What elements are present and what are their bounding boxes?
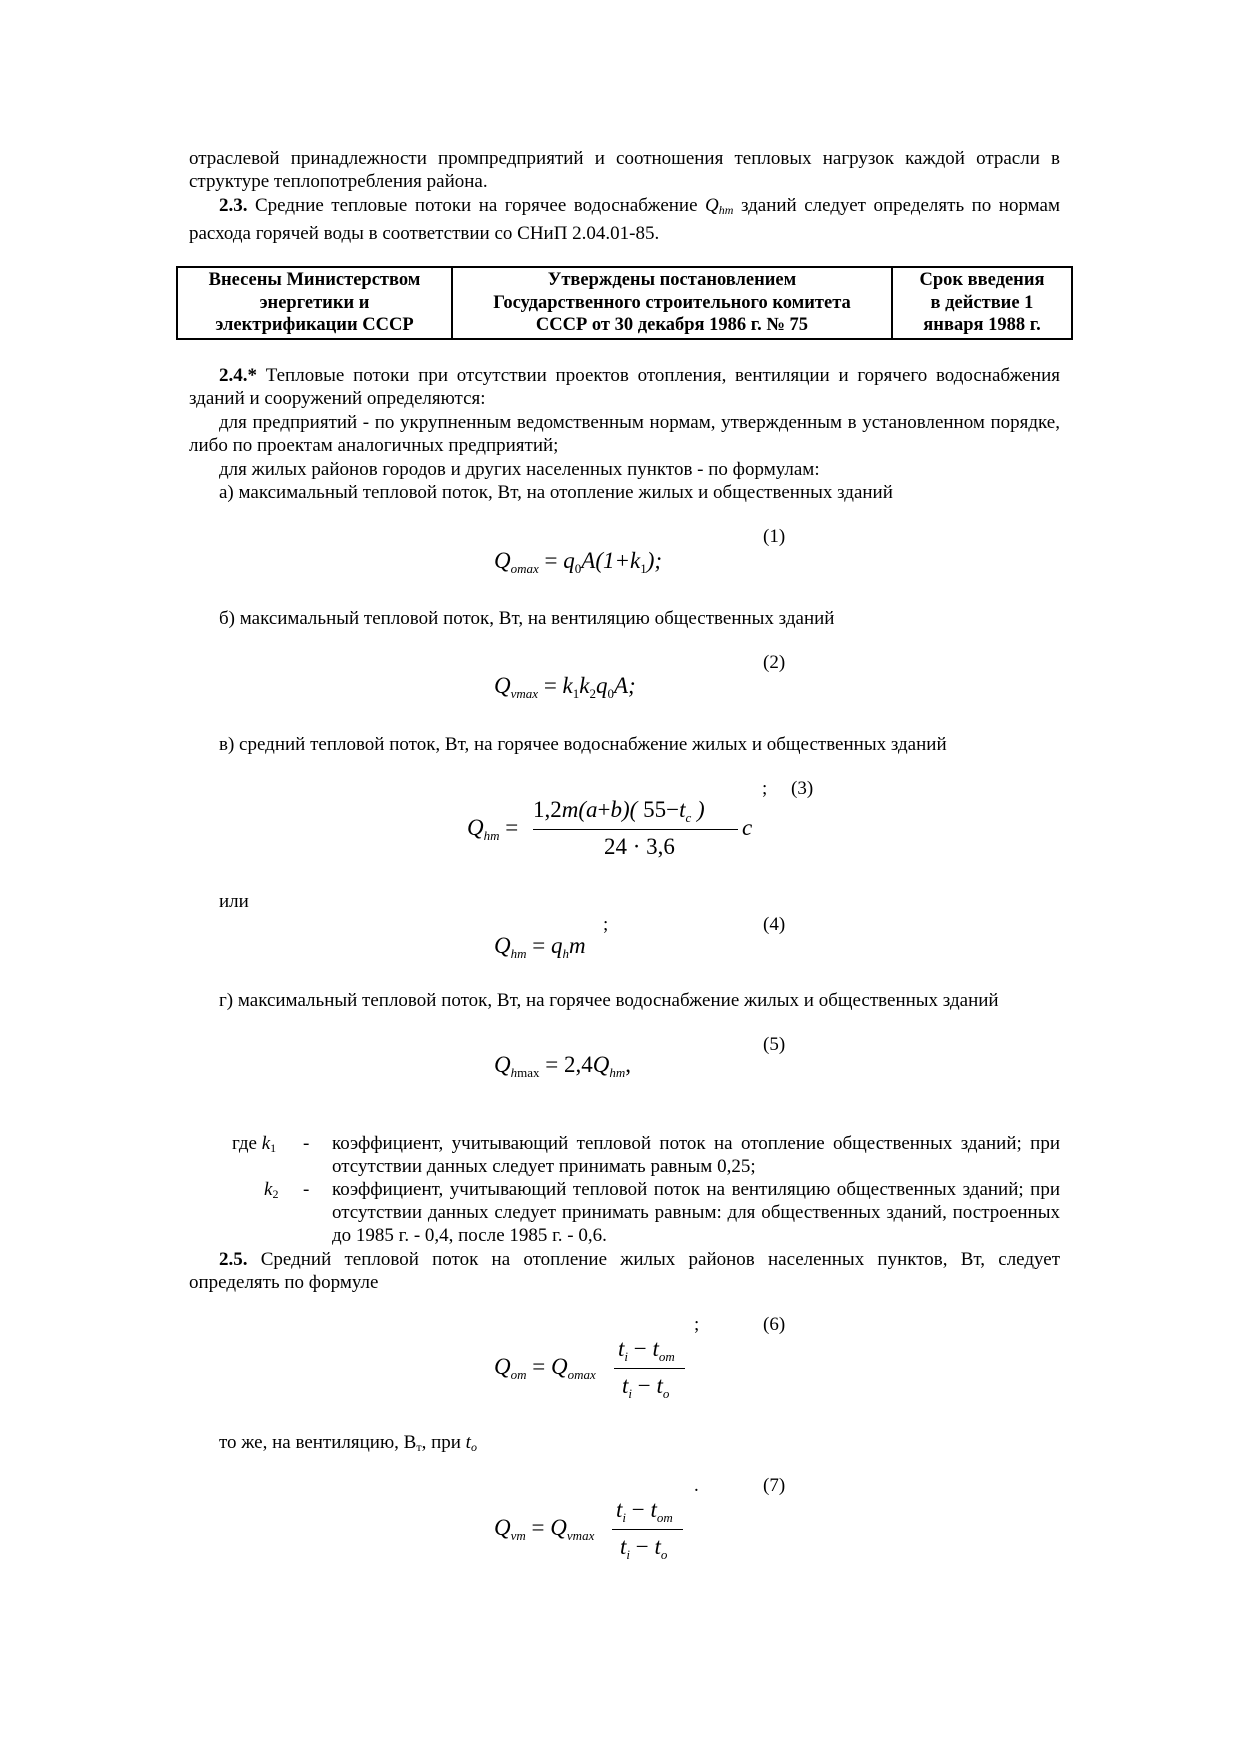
fraction-bar bbox=[612, 1529, 683, 1530]
equation-number-4: (4) bbox=[763, 914, 786, 935]
formula-6-numerator: $t_i - t_{om}$ bbox=[618, 1336, 675, 1364]
item-a: а) максимальный тепловой поток, Вт, на отопление жилых и общественных зданий bbox=[219, 482, 893, 503]
paragraph-residential: для жилых районов городов и других населенных пунктов - по формулам: bbox=[219, 459, 820, 480]
formula-3-numerator: 1,2m(a+b)( $55-t_c$ ) bbox=[533, 797, 705, 825]
formula-7-lhs: $Q_{vm} = Q_{vmax}$ bbox=[494, 1515, 595, 1543]
formula-2: $Q_{vmax} = k_1k_2q_0A$; bbox=[494, 673, 636, 701]
formula-7-numerator: $t_i - t_{om}$ bbox=[616, 1497, 673, 1525]
paragraph-2-4: 2.4.* Тепловые потоки при отсутствии проектов отопления, вентиляции и горячего водоснабжения зданий и сооружений определяются: bbox=[189, 365, 1060, 409]
definition-k1-symbol: где k1 bbox=[232, 1133, 277, 1155]
table-cell-effective-date: Срок введения в действие 1 января 1988 г. bbox=[892, 267, 1072, 339]
item-v: в) средний тепловой поток, Вт, на горячее водоснабжение жилых и общественных зданий bbox=[219, 734, 947, 755]
table-cell-approved: Утверждены постановлением Государственного строительного комитета СССР от 30 декабря 1986 г. № 75 bbox=[452, 267, 892, 339]
formula-3-factor: c bbox=[742, 815, 753, 840]
definition-dash: - bbox=[303, 1179, 310, 1200]
paragraph-ventilation: то же, на вентиляцию, Вт, при $t_o$ bbox=[219, 1432, 477, 1454]
formula-3-denominator: 24 · 3,6 bbox=[604, 834, 675, 859]
definition-dash: - bbox=[303, 1133, 310, 1154]
fraction-bar bbox=[614, 1368, 685, 1369]
formula-6-lhs: $Q_{om} = Q_{omax}$ bbox=[494, 1354, 596, 1382]
approval-table bbox=[176, 266, 1073, 340]
formula-1: $Q_{omax} = q_0A(1+k_1)$; bbox=[494, 548, 663, 576]
formula-4: $Q_{hm} = q_hm$ bbox=[494, 933, 586, 961]
equation-punct-4: ; bbox=[603, 914, 609, 935]
equation-number-2: (2) bbox=[763, 652, 786, 673]
paragraph-2-3: 2.3. Средние тепловые потоки на горячее водоснабжение $Q_{hm}$ зданий следует определять по нормам расхода горячей воды в соответствии со СНиП 2.04.01-85. bbox=[189, 195, 1061, 244]
definition-k1-text: коэффициент, учитывающий тепловой поток на отопление общественных зданий; при отсутствии данных следует принимать равным 0,25; bbox=[332, 1133, 1060, 1177]
equation-number-5: (5) bbox=[763, 1034, 786, 1055]
paragraph-intro: отраслевой принадлежности промпредприятий и соотношения тепловых нагрузок каждой отрасли в структуре теплопотребления района. bbox=[189, 148, 1060, 192]
equation-number-3: (3) bbox=[791, 778, 814, 799]
definition-k2-text: коэффициент, учитывающий тепловой поток на вентиляцию общественных зданий; при отсутствии данных следует принимать равным: для общественных зданий, построенных до 1985 г. - 0,4, после 1985 г. - 0,6. bbox=[332, 1179, 1060, 1246]
fraction-bar bbox=[533, 829, 738, 830]
formula-3-lhs: $Q_{hm}$ = bbox=[467, 815, 519, 843]
item-g: г) максимальный тепловой поток, Вт, на горячее водоснабжение жилых и общественных зданий bbox=[219, 990, 999, 1011]
item-b: б) максимальный тепловой поток, Вт, на вентиляцию общественных зданий bbox=[219, 608, 835, 629]
equation-punct-6: ; bbox=[694, 1314, 700, 1335]
formula-6-denominator: $t_i - t_o$ bbox=[622, 1373, 670, 1401]
formula-7-denominator: $t_i - t_o$ bbox=[620, 1534, 668, 1562]
table-cell-submitted: Внесены Министерством энергетики и электрификации СССР bbox=[177, 267, 452, 339]
formula-5: $Q_{hmax} = 2,4Q_{hm}$, bbox=[494, 1052, 632, 1080]
paragraph-2-5: 2.5. Средний тепловой поток на отопление жилых районов населенных пунктов, Вт, следует определять по формуле bbox=[189, 1249, 1061, 1293]
equation-number-7: (7) bbox=[763, 1475, 786, 1496]
section-number: 2.3. bbox=[219, 195, 248, 216]
definition-k2-symbol: k2 bbox=[264, 1179, 279, 1201]
paragraph-enterprises: для предприятий - по укрупненным ведомственным нормам, утвержденным в установленном порядке, либо по проектам аналогичных предприятий; bbox=[189, 412, 1060, 456]
equation-punct-7: . bbox=[694, 1475, 699, 1496]
equation-number-6: (6) bbox=[763, 1314, 786, 1335]
equation-punct-3: ; bbox=[762, 778, 768, 799]
equation-number-1: (1) bbox=[763, 526, 786, 547]
word-or: или bbox=[219, 891, 249, 912]
